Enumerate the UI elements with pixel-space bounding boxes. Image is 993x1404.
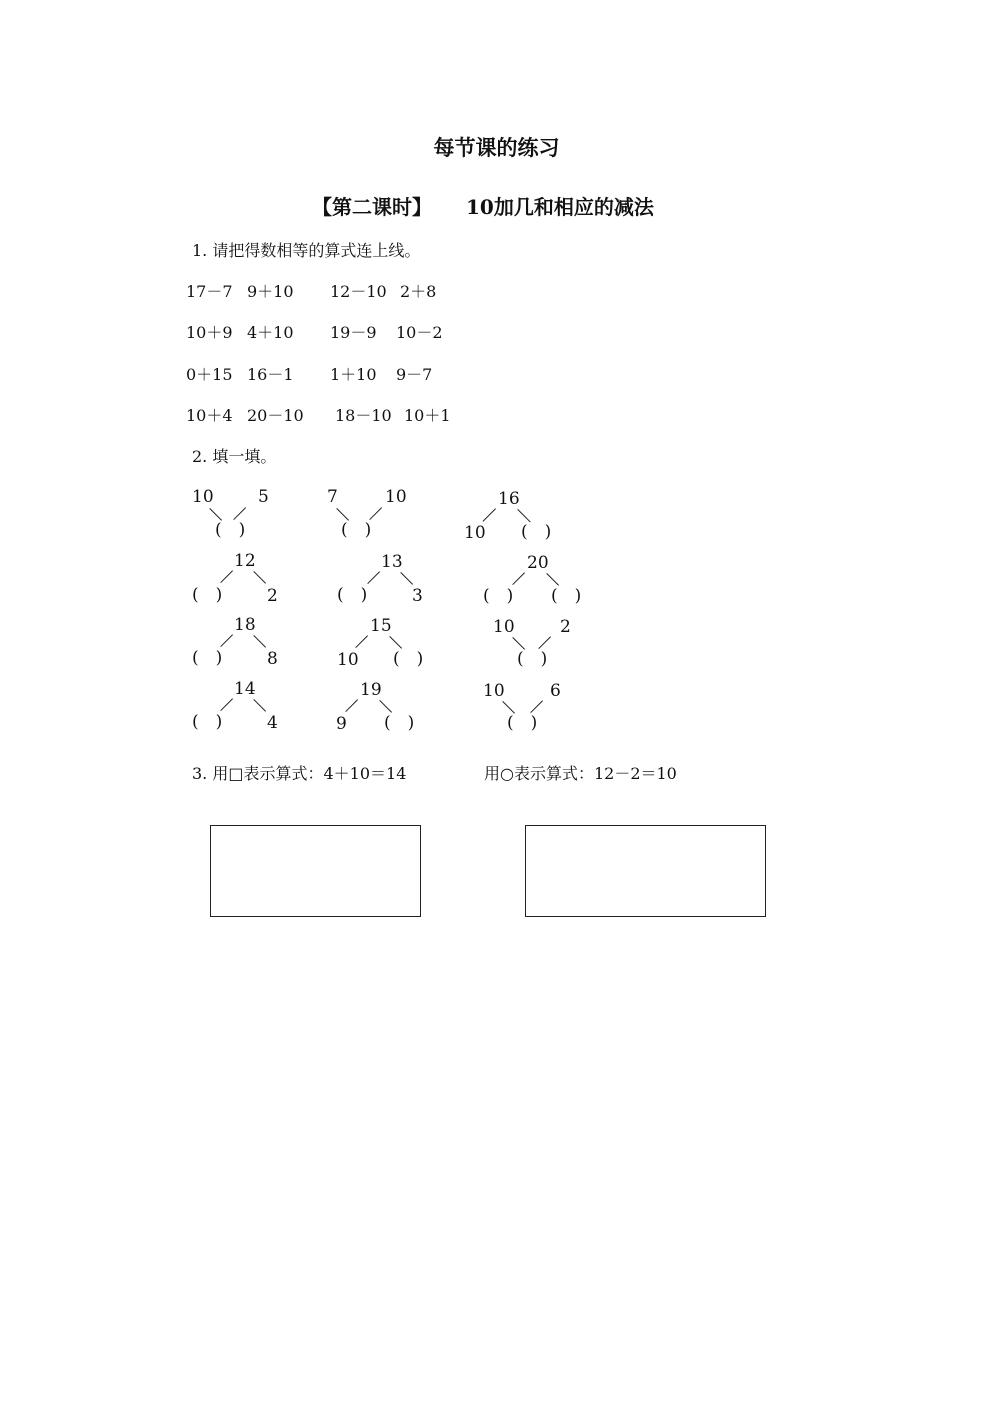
q1-expr: 9－7 bbox=[396, 365, 433, 384]
tree-branch-line bbox=[220, 698, 233, 711]
q1-expr: 9＋10 bbox=[247, 282, 294, 301]
question-2-label: 2. 填一填。 bbox=[192, 447, 277, 466]
lesson-subtitle bbox=[312, 197, 702, 217]
lesson-topic: 10加几和相应的减法 bbox=[466, 195, 654, 219]
tree-top-number: 15 bbox=[370, 616, 392, 636]
tree-branch-line bbox=[253, 699, 266, 712]
tree-branch-line bbox=[220, 570, 233, 583]
tree-right-number: 8 bbox=[267, 649, 278, 669]
tree-branch-line bbox=[367, 571, 380, 584]
tree-answer-blank[interactable]: ( ) bbox=[483, 586, 514, 606]
tree-answer-blank[interactable]: ( ) bbox=[551, 586, 582, 606]
q1-expr: 4＋10 bbox=[247, 323, 294, 342]
tree-branch-line bbox=[389, 636, 402, 649]
tree-top-number: 19 bbox=[360, 680, 382, 700]
tree-left-number: 10 bbox=[483, 681, 505, 701]
tree-branch-line bbox=[530, 700, 543, 713]
tree-branch-line bbox=[336, 508, 349, 521]
tree-answer-blank[interactable]: ( ) bbox=[521, 522, 552, 542]
tree-answer-blank[interactable]: ( ) bbox=[384, 713, 415, 733]
answer-box-square[interactable] bbox=[210, 825, 421, 917]
tree-answer-blank[interactable]: ( ) bbox=[341, 520, 372, 540]
tree-top-number: 20 bbox=[527, 553, 549, 573]
answer-box-circle[interactable] bbox=[525, 825, 766, 917]
tree-right-number: 2 bbox=[267, 586, 278, 606]
tree-answer-blank[interactable]: ( ) bbox=[192, 585, 223, 605]
tree-right-number: 10 bbox=[385, 487, 407, 507]
q1-expr: 10＋9 bbox=[186, 323, 233, 342]
tree-branch-line bbox=[517, 509, 530, 522]
page-title: 每节课的练习 bbox=[433, 135, 560, 160]
tree-answer-blank[interactable]: ( ) bbox=[192, 648, 223, 668]
tree-top-number: 16 bbox=[498, 489, 520, 509]
tree-branch-line bbox=[220, 634, 233, 647]
q1-expr: 12－10 bbox=[330, 282, 387, 301]
q1-expr: 18－10 bbox=[335, 406, 392, 425]
tree-left-number: 10 bbox=[192, 487, 214, 507]
q1-expr: 20－10 bbox=[247, 406, 304, 425]
tree-answer-blank[interactable]: ( ) bbox=[517, 649, 548, 669]
tree-left-number: 10 bbox=[337, 650, 359, 670]
tree-top-number: 14 bbox=[234, 679, 256, 699]
tree-branch-line bbox=[253, 635, 266, 648]
q1-expr: 10－2 bbox=[396, 323, 443, 342]
tree-branch-line bbox=[209, 508, 222, 521]
tree-branch-line bbox=[546, 573, 559, 586]
tree-left-number: 9 bbox=[336, 714, 347, 734]
tree-right-number: 2 bbox=[560, 617, 571, 637]
tree-right-number: 4 bbox=[267, 713, 278, 733]
tree-top-number: 18 bbox=[234, 615, 256, 635]
tree-branch-line bbox=[379, 700, 392, 713]
tree-branch-line bbox=[233, 507, 246, 520]
q1-expr: 1＋10 bbox=[330, 365, 377, 384]
tree-answer-blank[interactable]: ( ) bbox=[215, 520, 246, 540]
tree-answer-blank[interactable]: ( ) bbox=[393, 649, 424, 669]
tree-branch-line bbox=[400, 572, 413, 585]
tree-branch-line bbox=[355, 635, 368, 648]
tree-branch-line bbox=[538, 636, 551, 649]
tree-branch-line bbox=[512, 637, 525, 650]
tree-answer-blank[interactable]: ( ) bbox=[192, 712, 223, 732]
q1-expr: 10＋4 bbox=[186, 406, 233, 425]
tree-branch-line bbox=[512, 572, 525, 585]
tree-top-number: 13 bbox=[381, 552, 403, 572]
q1-expr: 17－7 bbox=[186, 282, 233, 301]
tree-branch-line bbox=[502, 701, 515, 714]
question-3-label-right: 用○表示算式：12－2＝10 bbox=[484, 764, 677, 783]
tree-right-number: 3 bbox=[412, 586, 423, 606]
tree-branch-line bbox=[345, 699, 358, 712]
question-3-label-left: 3. 用□表示算式：4＋10＝14 bbox=[192, 764, 407, 783]
tree-right-number: 6 bbox=[550, 681, 561, 701]
tree-left-number: 7 bbox=[327, 487, 338, 507]
question-1-label: 1. 请把得数相等的算式连上线。 bbox=[192, 241, 421, 260]
tree-left-number: 10 bbox=[464, 523, 486, 543]
tree-branch-line bbox=[483, 508, 496, 521]
tree-branch-line bbox=[253, 571, 266, 584]
tree-left-number: 10 bbox=[493, 617, 515, 637]
q1-expr: 0＋15 bbox=[186, 365, 233, 384]
q1-expr: 16－1 bbox=[247, 365, 294, 384]
tree-branch-line bbox=[369, 507, 382, 520]
tree-answer-blank[interactable]: ( ) bbox=[507, 713, 538, 733]
q1-expr: 19－9 bbox=[330, 323, 377, 342]
tree-right-number: 5 bbox=[258, 487, 269, 507]
tree-top-number: 12 bbox=[234, 551, 256, 571]
q1-expr: 2＋8 bbox=[400, 282, 437, 301]
lesson-label: 【第二课时】 bbox=[312, 195, 432, 219]
tree-answer-blank[interactable]: ( ) bbox=[337, 585, 368, 605]
q1-expr: 10＋1 bbox=[404, 406, 451, 425]
